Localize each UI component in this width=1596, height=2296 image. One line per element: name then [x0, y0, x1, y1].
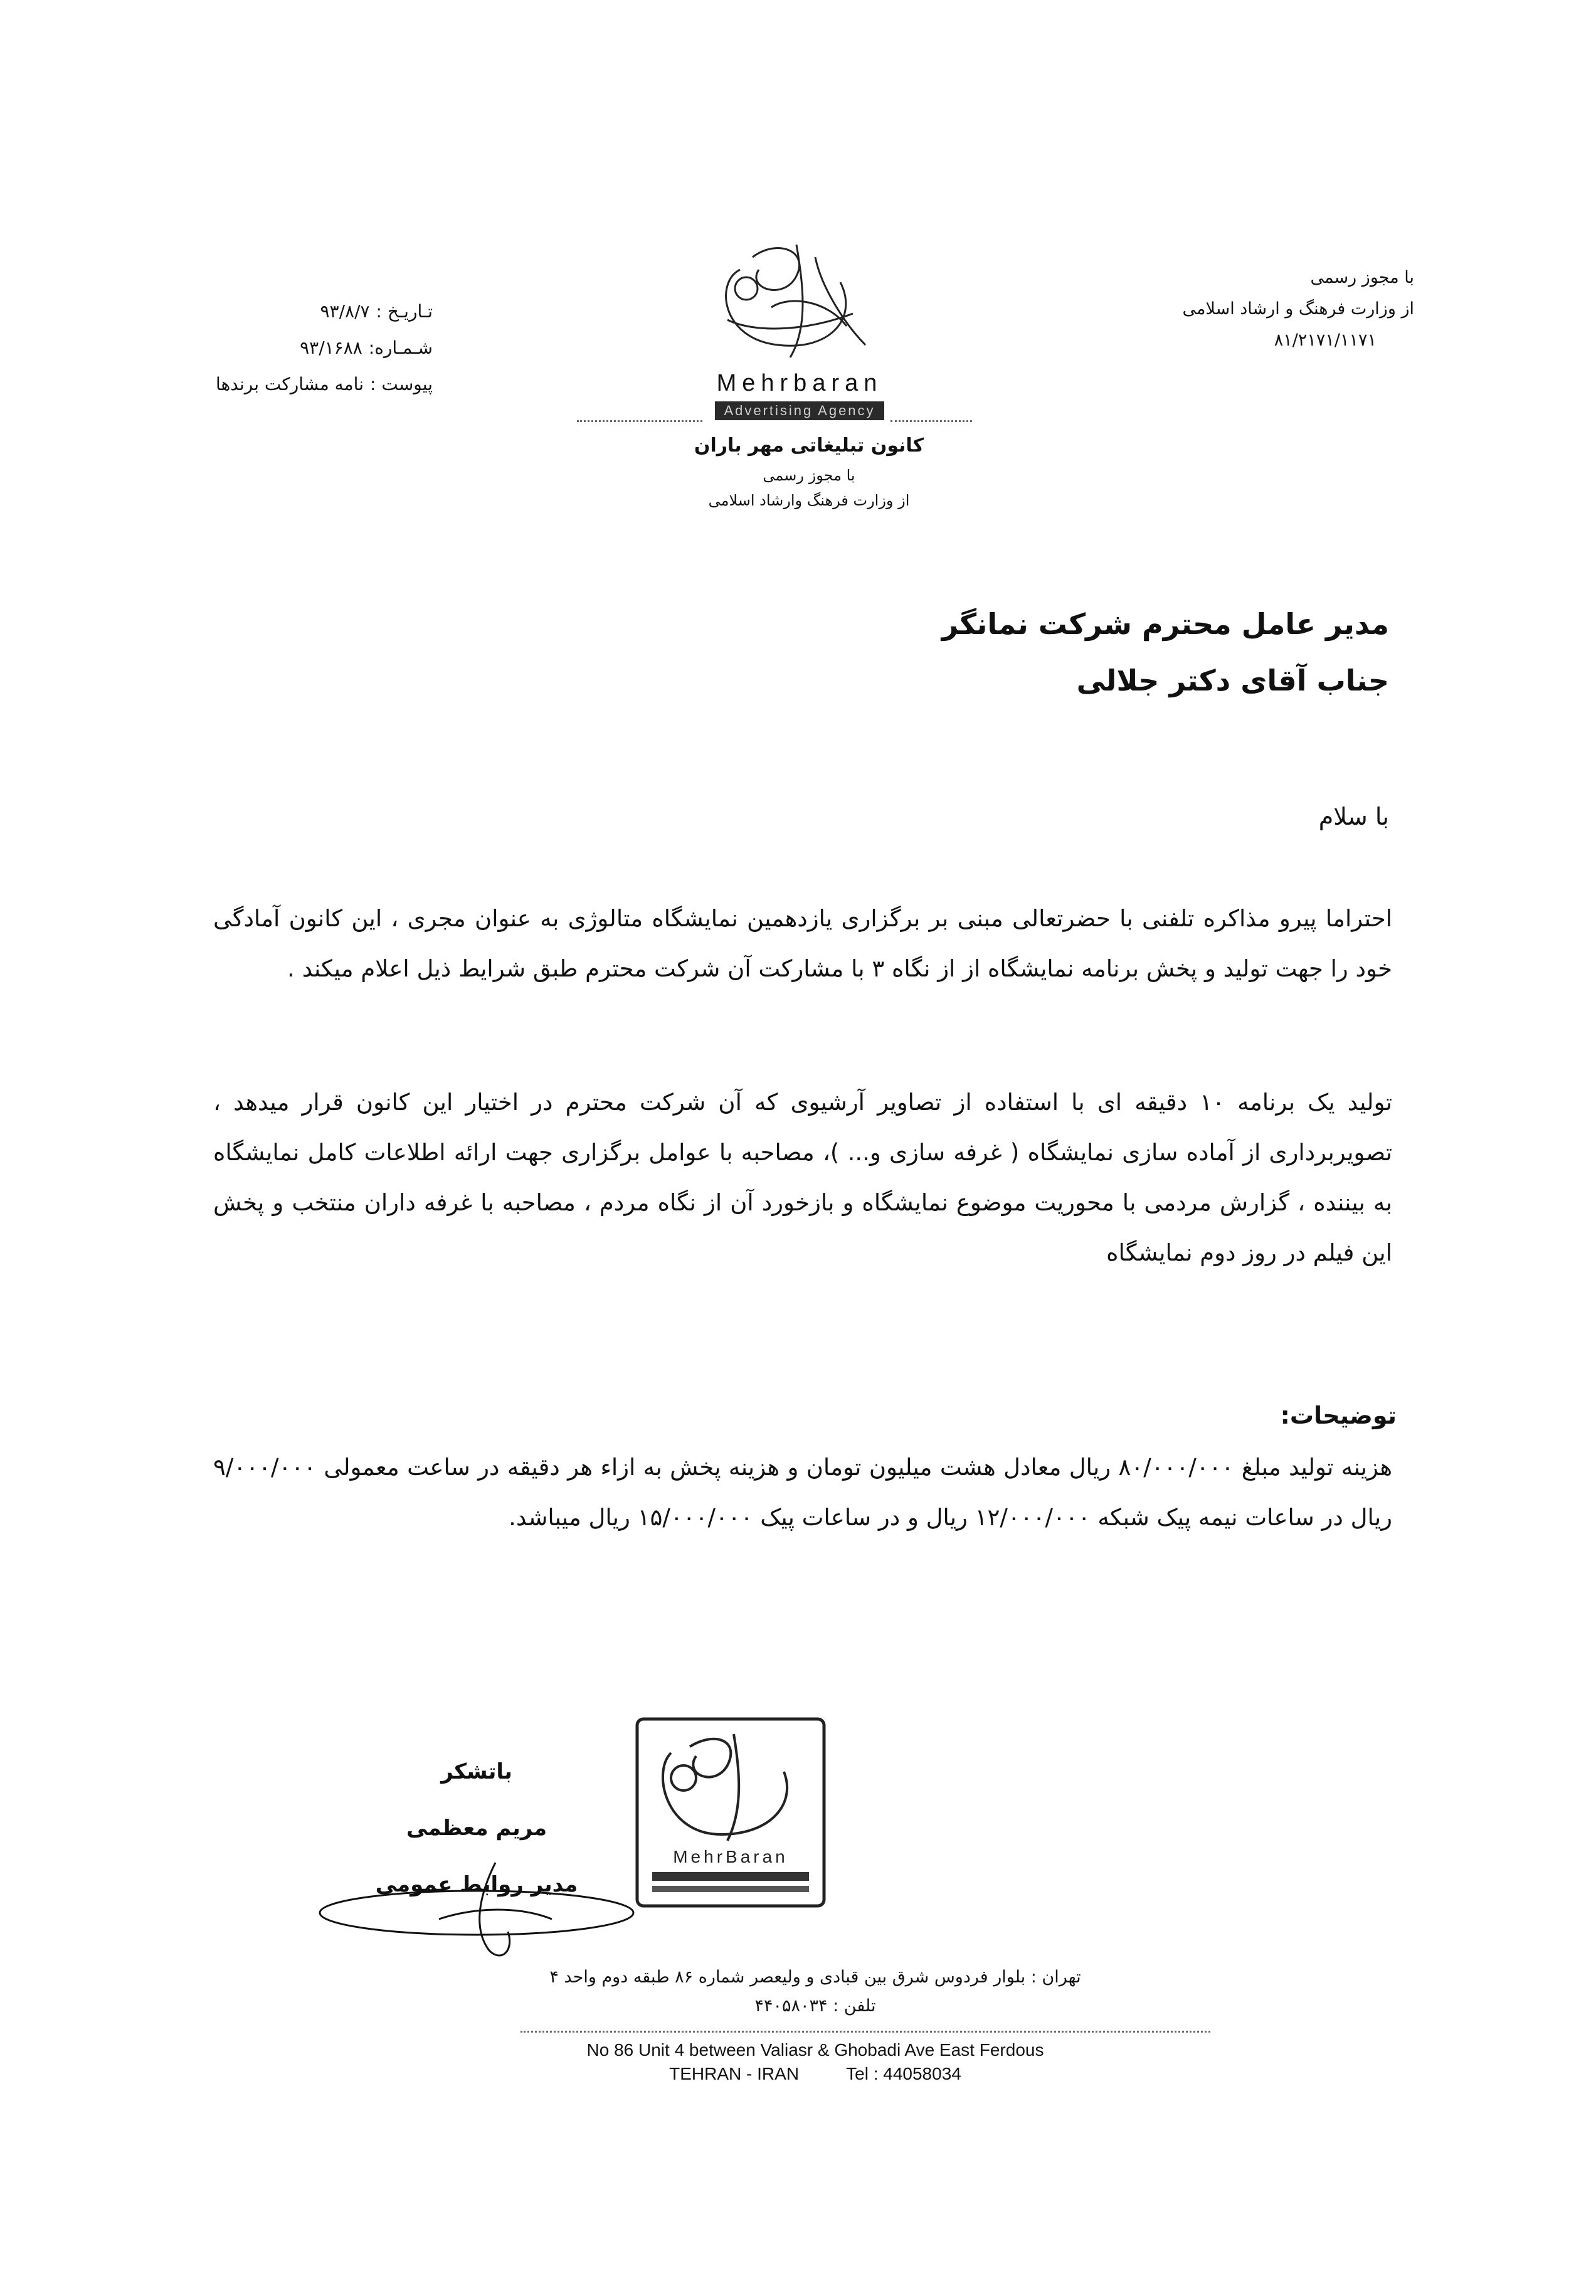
agency-permit-line-1: با مجوز رسمی — [763, 467, 855, 484]
paragraph-program: تولید یک برنامه ۱۰ دقیقه ای با استفاده از تصاویر آرشیوی که آن شرکت محترم در اختیار این کانون قرار میدهد ، تصویربرداری از آماده سازی نمایشگاه ( غرفه سازی و... )، مصاحبه با عوامل برگزاری جهت ارائه اطلاعات کامل نمایشگاه به بیننده ، گزارش مردمی با محوریت موضوع نمایشگاه و بازخورد آن از نگاه مردم ، مصاحبه با غرفه داران منتخب و پخش این فیلم در روز دوم نمایشگاه — [213, 1089, 1392, 1266]
brand-tagline: Advertising Agency — [715, 401, 884, 420]
footer-phone-en: Tel : 44058034 — [846, 2064, 961, 2083]
paragraph-intro: احتراما پیرو مذاکره تلفنی با حضرتعالی مبنی بر برگزاری یازدهمین نمایشگاه متالوژی به عنوان مجری ، این کانون آمادگی خود را جهت تولید و پخش برنامه نمایشگاه از از نگاه ۳ با مشارکت آن شرکت محترم طبق شرایط ذیل اعلام میکند . — [213, 905, 1392, 982]
notes-title: توضیحات: — [1280, 1402, 1397, 1429]
signature-thanks: باتشکر — [441, 1759, 512, 1784]
footer-english — [489, 2038, 1141, 2086]
number-label: شـمـاره: — [368, 337, 433, 358]
number-row — [169, 330, 433, 366]
number-value: ۹۳/۱۶۸۸ — [300, 337, 362, 358]
permit-line-2: از وزارت فرهنگ و ارشاد اسلامی — [1182, 299, 1414, 319]
footer-address-fa: تهران : بلوار فردوس شرق بین قبادی و ولیعصر شماره ۸۶ طبقه دوم واحد ۴ — [549, 1967, 1081, 1987]
brand-name: Mehrbaran — [716, 370, 883, 396]
attachment-row — [169, 366, 433, 403]
date-label: تـاریـخ : — [376, 301, 433, 322]
header-divider-right — [890, 420, 972, 422]
letter-meta — [169, 294, 433, 403]
header-divider-left — [577, 420, 702, 422]
company-stamp-icon — [633, 1715, 828, 1910]
signature-name: مریم معظمی — [406, 1816, 547, 1841]
permit-number: ۸۱/۲۱۷۱/۱۱۷۱ — [1274, 331, 1377, 350]
salutation: با سلام — [1318, 803, 1389, 830]
recipient-line-2: جناب آقای دکتر جلالی — [1076, 664, 1389, 697]
footer-contact-row — [489, 2062, 1141, 2086]
permit-line-1: با مجوز رسمی — [1310, 268, 1414, 287]
recipient-line-1: مدیر عامل محترم شرکت نمانگر — [941, 607, 1389, 641]
signature-title: مدیر روابط عمومی — [375, 1872, 578, 1897]
agency-permit — [677, 463, 941, 513]
attachment-label: پیوست : — [370, 374, 433, 394]
stamp-text: MehrBaran — [673, 1847, 788, 1866]
attachment-value: نامه مشارکت برندها — [215, 374, 364, 394]
date-row — [169, 294, 433, 330]
mehrbaran-logo-icon — [702, 232, 884, 370]
footer-phone-fa: تلفن : ۴۴۰۵۸۰۳۴ — [754, 1996, 876, 2016]
paragraph-costs: هزینه تولید مبلغ ۸۰/۰۰۰/۰۰۰ ریال معادل هشت میلیون تومان و هزینه پخش به ازاء هر دقیقه در ساعت معمولی ۹/۰۰۰/۰۰۰ ریال در ساعات نیمه پیک شبکه ۱۲/۰۰۰/۰۰۰ ریال و در ساعات پیک ۱۵/۰۰۰/۰۰۰ ریال میباشد. — [213, 1454, 1392, 1531]
footer-persian — [489, 1963, 1141, 2021]
agency-name: کانون تبلیغاتی مهر باران — [694, 435, 924, 457]
date-value: ۹۳/۸/۷ — [320, 301, 370, 322]
footer-address-en: No 86 Unit 4 between Valiasr & Ghobadi Ave East Ferdous — [586, 2040, 1044, 2060]
recipient — [574, 596, 1389, 709]
footer-city-en: TEHRAN - IRAN — [669, 2064, 800, 2083]
handwritten-signature-icon — [314, 1856, 640, 1963]
footer-divider — [521, 2031, 1210, 2033]
permit-block — [1088, 262, 1414, 356]
agency-permit-line-2: از وزارت فرهنگ وارشاد اسلامی — [708, 492, 910, 509]
